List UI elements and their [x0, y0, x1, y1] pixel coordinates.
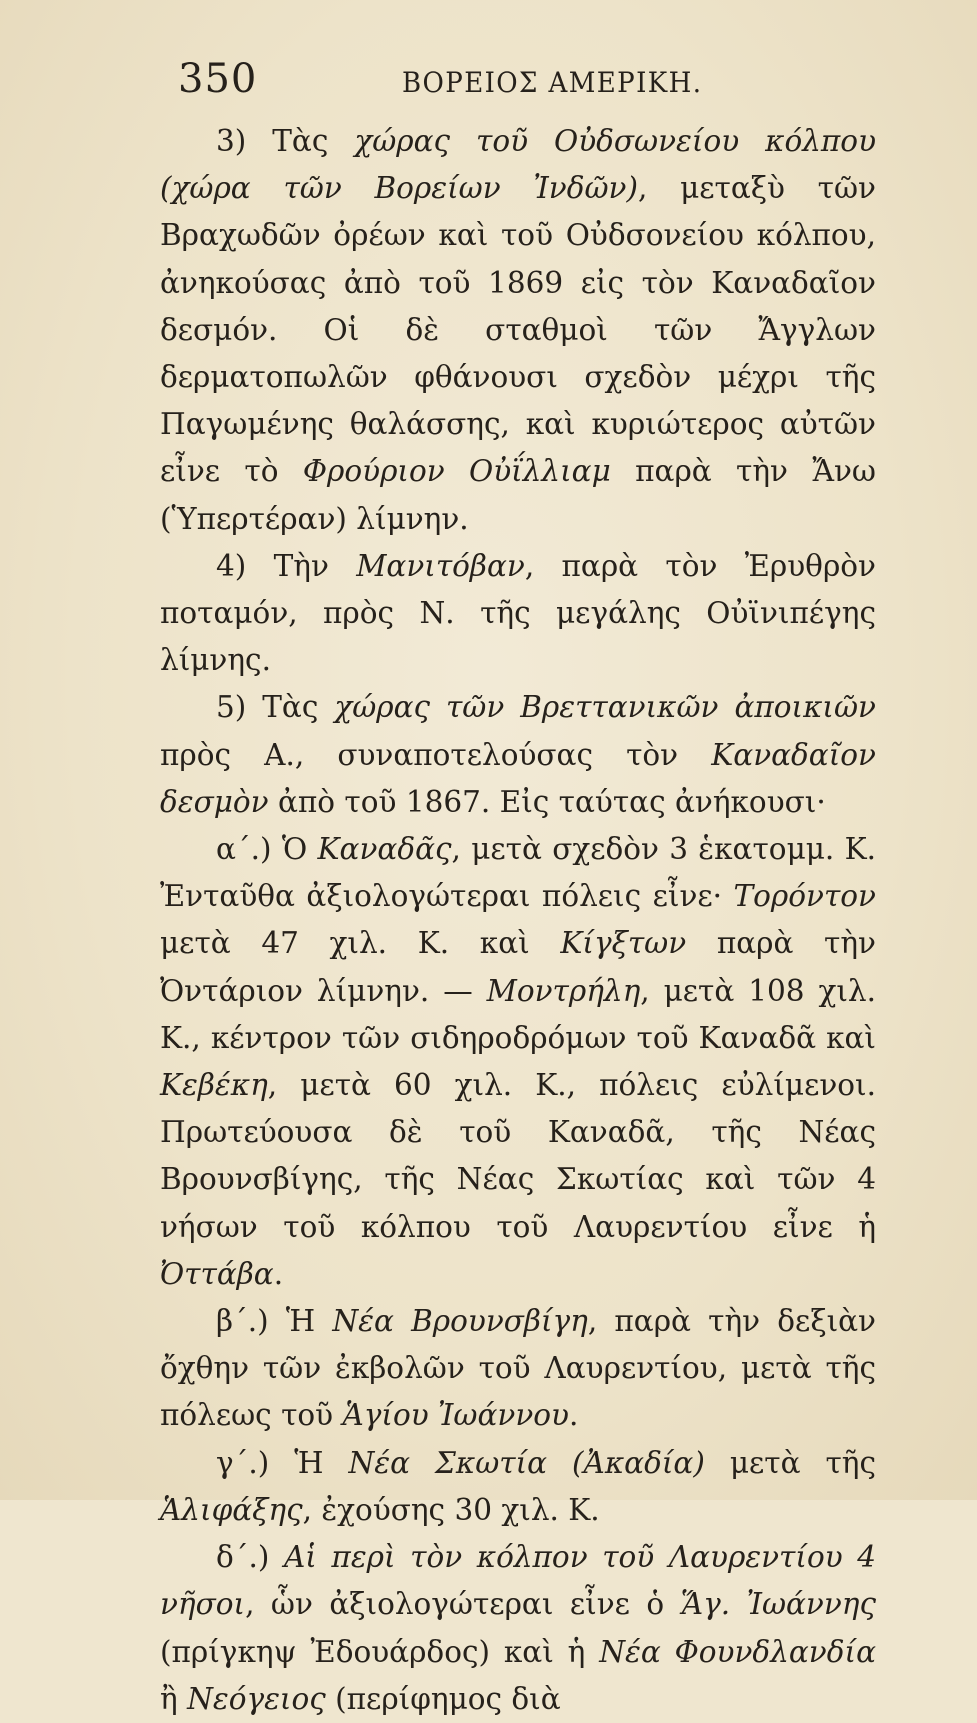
text-run: .: [273, 1256, 284, 1291]
running-head: ΒΟΡΕΙΟΣ ΑΜΕΡΙΚΗ.: [402, 66, 703, 99]
italic-run: Ἅγ. Ἰωάννης: [680, 1587, 876, 1622]
italic-run: Καναδᾶς: [317, 832, 452, 867]
text-run: γ΄.) Ἡ: [216, 1445, 349, 1480]
paragraph-4-manitoba: [160, 543, 876, 685]
text-run: , μεταξὺ τῶν Βραχωδῶν ὀρέων καὶ τοῦ Οὐδσονείου κόλπου, ἀνηκούσας ἀπὸ τοῦ 1869 εἰς τὸν Καναδαῖον δεσμόν. Οἱ δὲ σταθμοὶ τῶν Ἄγγλων δερματοπωλῶν φθάνουσι σχεδὸν μέχρι τῆς Παγωμένης θαλάσσης, καὶ κυριώτερος αὐτῶν εἶνε τὸ: [160, 171, 876, 489]
italic-run: Μοντρήλη: [486, 973, 641, 1008]
italic-run: Νεόγειος: [187, 1681, 326, 1716]
text-run: ἀπὸ τοῦ 1867. Εἰς ταύτας ἀνήκουσι·: [268, 784, 826, 819]
italic-run: Κίγξτων: [560, 926, 687, 961]
text-run: , μετὰ σχεδὸν 3 ἑκατομμ. Κ. Ἐνταῦθα ἀξιολογώτεραι πόλεις εἶνε·: [160, 832, 876, 914]
paragraph-d-gulf-islands: [160, 1534, 876, 1723]
italic-run: Καναδαῖον δεσμὸν: [160, 737, 876, 819]
text-run: , ὧν ἀξιολογώτεραι εἶνε ὁ: [245, 1587, 681, 1622]
text-run: δ΄.): [216, 1540, 284, 1575]
italic-run: Νέα Βρουνσβίγη: [332, 1304, 588, 1339]
text-run: 4) Τὴν: [216, 548, 357, 583]
italic-run: Φρούριον Οὐΐλλιαμ: [302, 454, 611, 489]
paragraph-c-nova-scotia: [160, 1440, 876, 1534]
text-run: β΄.) Ἡ: [216, 1304, 333, 1339]
text-run: (περίφημος διὰ: [325, 1681, 561, 1716]
text-run: (πρίγκηψ Ἐδουάρδος) καὶ ἡ: [160, 1634, 600, 1669]
text-run: 3) Τὰς: [216, 124, 355, 158]
text-run: παρὰ τὴν Ὀντάριον λίμνην. —: [160, 926, 876, 1008]
paragraph-a-canada: [160, 826, 876, 1298]
text-run: πρὸς Α., συναποτελούσας τὸν: [160, 737, 712, 772]
text-run: , ἐχούσης 30 χιλ. Κ.: [302, 1492, 600, 1527]
page-number: 350: [178, 56, 258, 102]
italic-run: Αἱ περὶ τὸν κόλπον τοῦ Λαυρεντίου 4 νῆσοι: [160, 1540, 876, 1622]
italic-run: Τορόντον: [733, 879, 876, 914]
italic-run: Μανιτόβαν: [356, 548, 525, 583]
text-run: παρὰ τὴν Ἄνω (Ὑπερτέραν) λίμνην.: [160, 454, 876, 536]
italic-run: Κεβέκη: [160, 1068, 268, 1103]
text-run: μετὰ τῆς: [704, 1445, 876, 1480]
italic-run: Ἁλιφάξης: [160, 1492, 303, 1527]
text-run: , μετὰ 60 χιλ. Κ., πόλεις εὐλίμενοι. Πρωτεύουσα δὲ τοῦ Καναδᾶ, τῆς Νέας Βρουνσβίγης, τῆς Νέας Σκωτίας καὶ τῶν 4 νήσων τοῦ κόλπου τοῦ Λαυρεντίου εἶνε ἡ: [160, 1068, 876, 1244]
text-run: , παρὰ τὴν δεξιὰν ὄχθην τῶν ἐκβολῶν τοῦ Λαυρεντίου, μετὰ τῆς πόλεως τοῦ: [160, 1304, 876, 1433]
text-run: μετὰ 47 χιλ. Κ. καὶ: [160, 926, 561, 961]
italic-run: χώρας τοῦ Οὐδσωνείου κόλπου (χώρα τῶν Βορείων Ἰνδῶν): [160, 124, 877, 206]
text-run: α΄.) Ὁ: [216, 832, 318, 867]
italic-run: Νέα Φουνδλανδία: [599, 1634, 876, 1669]
text-run: ἢ: [160, 1681, 188, 1716]
text-run: , παρὰ τὸν Ἐρυθρὸν ποταμόν, πρὸς Ν. τῆς μεγάλης Οὐϊνιπέγης λίμνης.: [160, 548, 876, 678]
paragraph-b-new-brunswick: [160, 1298, 876, 1440]
text-run: 5) Τὰς: [216, 690, 335, 725]
text-run: .: [568, 1398, 579, 1433]
italic-run: χώρας τῶν Βρεττανικῶν ἀποικιῶν: [334, 690, 876, 725]
paragraph-5-british-colonies: [160, 684, 876, 826]
paragraph-3-hudson-bay: [160, 118, 876, 543]
text-run: , μετὰ 108 χιλ. Κ., κέντρον τῶν σιδηροδρόμων τοῦ Καναδᾶ καὶ: [160, 973, 876, 1055]
body-text: [160, 118, 876, 1723]
italic-run: Ὀττάβα: [160, 1256, 274, 1291]
italic-run: Νέα Σκωτία (Ἀκαδία): [348, 1445, 705, 1480]
italic-run: Ἁγίου Ἰωάννου: [342, 1398, 569, 1433]
